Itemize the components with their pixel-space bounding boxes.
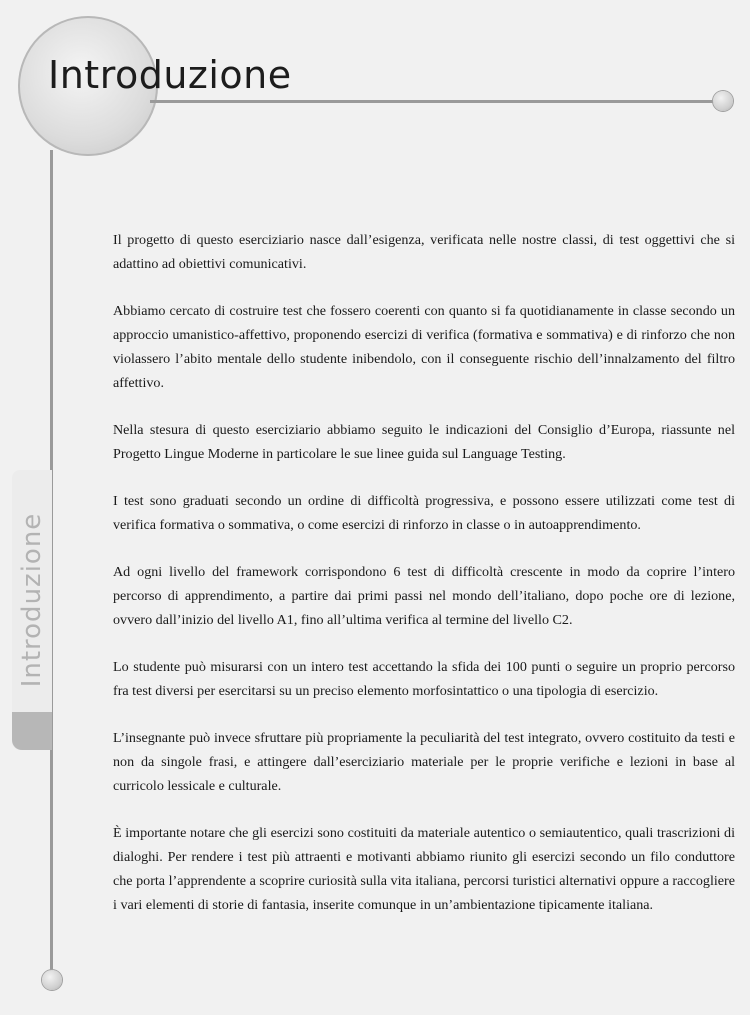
side-tab-label: Introduzione [17, 512, 47, 688]
rule-end-knob [713, 91, 733, 111]
paragraph: Nella stesura di questo eserciziario abbiamo seguito le indicazioni del Consiglio d’Europa, riassunte nel Progetto Lingue Moderne in particolare le sue linee guida sul Language Testing. [113, 422, 735, 462]
page-title: Introduzione [48, 53, 292, 97]
paragraph: Lo studente può misurarsi con un intero test accettando la sfida dei 100 punti o seguire un proprio percorso fra test diversi per esercitarsi su un preciso elemento morfosintattico o una tipologia di esercizio. [113, 659, 735, 699]
paragraph: L’insegnante può invece sfruttare più propriamente la peculiarità del test integrato, ovvero costituito da testi e non da singole frasi, e attingere dall’eserciziario materiale per le proprie verifiche e lezioni in base al curricolo lessicale e culturale. [113, 730, 735, 794]
side-tab-accent [12, 712, 52, 750]
paragraph: Ad ogni livello del framework corrispondono 6 test di difficoltà crescente in modo da coprire l’intero percorso di apprendimento, a partire dai primi passi nel mondo dell’italiano, dopo poche ore di lezione, ovvero dall’inizio del livello A1, fino all’ultima verifica al termine del livello C2. [113, 564, 735, 628]
header-rule [150, 100, 715, 103]
side-rule-end-knob [42, 970, 62, 990]
body-text [113, 228, 735, 940]
paragraph: Il progetto di questo eserciziario nasce dall’esigenza, verificata nelle nostre classi, di test oggettivi che si adattino ad obiettivi comunicativi. [113, 232, 735, 272]
paragraph: I test sono graduati secondo un ordine di difficoltà progressiva, e possono essere utilizzati come test di verifica formativa o sommativa, o come esercizi di rinforzo in classe o in autoapprendimento. [113, 493, 735, 533]
paragraph: È importante notare che gli esercizi sono costituiti da materiale autentico o semiautentico, quali trascrizioni di dialoghi. Per rendere i test più attraenti e motivanti abbiamo riunito gli esercizi secondo un filo conduttore che porta l’apprendente a scoprire curiosità sulla vita italiana, percorsi turistici alternativi oppure a raccogliere i vari elementi di storie di fantasia, inserite comunque in un’ambientazione tipicamente italiana. [113, 825, 735, 913]
paragraph: Abbiamo cercato di costruire test che fossero coerenti con quanto si fa quotidianamente in classe secondo un approccio umanistico-affettivo, proponendo esercizi di verifica (formativa e sommativa) e di rinforzo che non violassero l’abito mentale dello studente inibendolo, con il conseguente rischio dell’innalzamento del filtro affettivo. [113, 303, 735, 391]
